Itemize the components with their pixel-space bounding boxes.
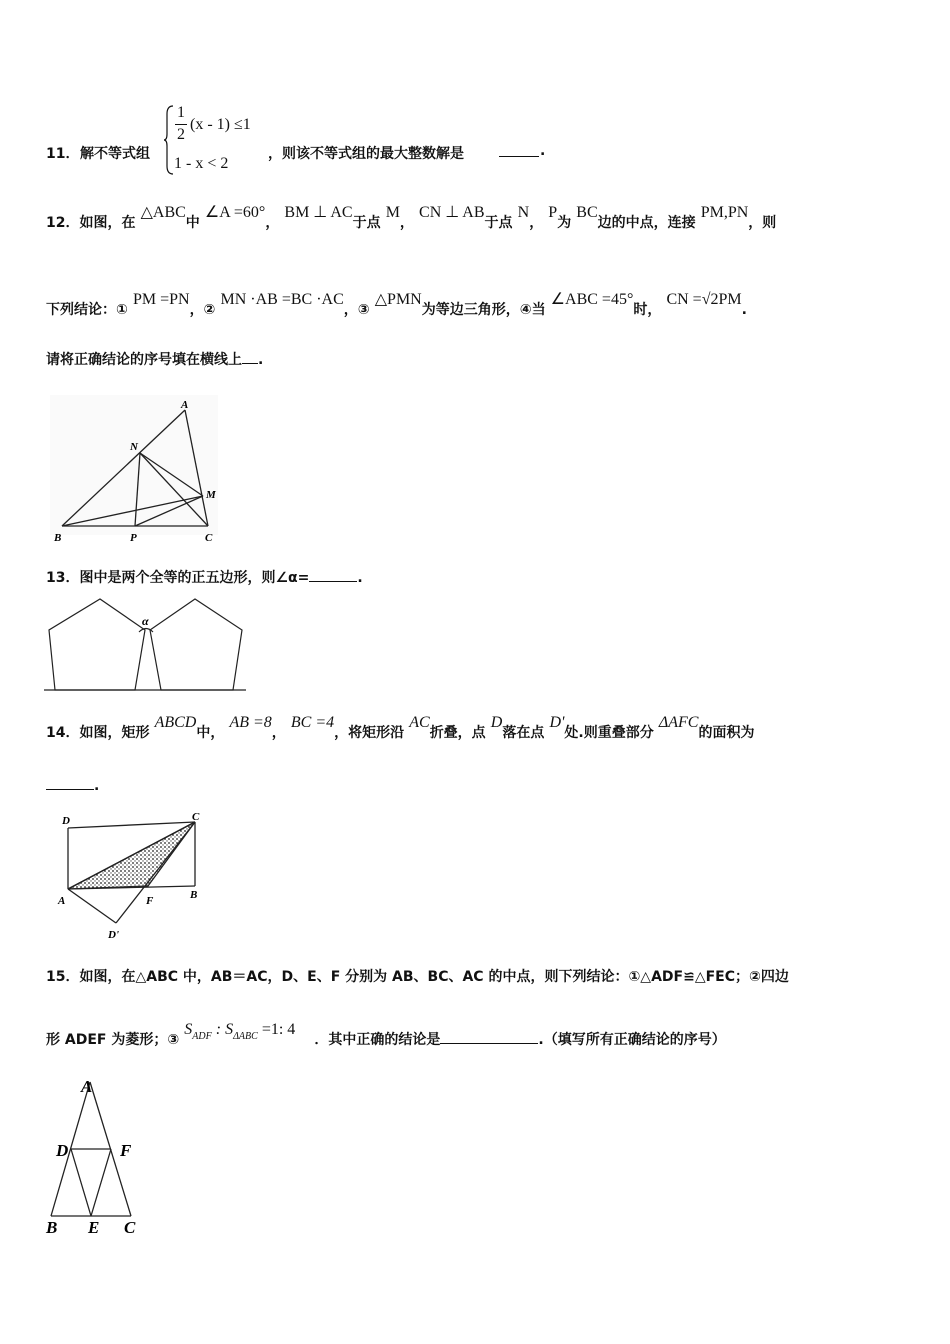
q15-math-colon: :: [211, 1021, 226, 1038]
q12-figure: [50, 395, 230, 547]
q12-line-1: [46, 204, 777, 232]
q14-label-f: F: [146, 895, 154, 907]
q13-text: 13．图中是两个全等的正五边形，则∠α=: [46, 570, 310, 586]
q11-frac-num: 1: [177, 104, 185, 121]
q12-label-n: N: [130, 441, 138, 453]
q15-label-f: F: [120, 1141, 132, 1160]
q15-text: 形 ADEF 为菱形；③: [46, 1032, 180, 1048]
q11-row2: 1 - x < 2: [174, 155, 229, 172]
q15-seg-fe: [91, 1149, 111, 1216]
q15-label-b: B: [46, 1218, 58, 1237]
q14-text: 如图，矩形: [79, 725, 150, 741]
q12-math-abc45: ∠ABC =45°: [550, 291, 634, 308]
q12-text: 边的中点，连接: [597, 215, 696, 231]
q12-math-cn-eq: CN =√2PM: [666, 291, 742, 308]
q15-text: ．其中正确的结论是: [314, 1032, 441, 1048]
q12-text: 请将正确结论的序号填在横线上: [46, 352, 242, 368]
q12-math-cn: CN ⊥ AB: [419, 204, 485, 221]
q13-pentagon-right: [150, 599, 242, 690]
q15-math-sub-adf: ADF: [192, 1031, 212, 1042]
q13-answer-blank[interactable]: [309, 569, 357, 582]
q14-text: ，: [271, 725, 286, 741]
q14-math-bc: BC =4: [290, 714, 335, 731]
q14-math-ac: AC: [409, 714, 430, 731]
q12-label-b: B: [54, 532, 62, 544]
q12-label-c: C: [205, 532, 213, 544]
q11-prefix: 解不等式组: [80, 146, 150, 162]
q14-end: .: [94, 778, 100, 794]
q15-label-e: E: [88, 1218, 100, 1237]
q11-end: .: [540, 143, 546, 159]
q12-math-p: P: [548, 204, 558, 221]
q12-line-2: [46, 291, 747, 319]
q11-frac-den: 2: [177, 126, 185, 143]
q12-text: .: [258, 352, 264, 368]
q11-frac-bar: [175, 124, 187, 125]
q15-seg-de: [71, 1149, 91, 1216]
q12-text: 中: [185, 215, 200, 231]
q11-suffix: ，则该不等式组的最大整数解是: [268, 146, 464, 162]
q15-math-ratio: =1: 4: [257, 1021, 296, 1038]
q11-row1-rest: (x - 1) ≤1: [190, 116, 251, 133]
q14-label-b: B: [190, 889, 198, 901]
q15-label-d: D: [56, 1141, 69, 1160]
q12-text: 如图，在: [79, 215, 136, 231]
q15-figure: [44, 1074, 154, 1238]
q12-text: 于点: [352, 215, 381, 231]
q14-figure: [56, 806, 216, 946]
q15-answer-blank[interactable]: [440, 1031, 538, 1044]
q15-math-s-abc: S: [225, 1021, 234, 1038]
q12-line-3: [46, 349, 263, 369]
q12-math-n: N: [517, 204, 530, 221]
q12-text: 为等边三角形，④当: [421, 302, 546, 318]
q12-math-bc: BC: [576, 204, 598, 221]
q13-line: [46, 567, 363, 587]
q12-text: ，: [265, 215, 280, 231]
q14-answer-blank[interactable]: [46, 777, 94, 790]
q12-text: 时，: [633, 302, 662, 318]
q12-math-triangle: △ABC: [140, 204, 186, 221]
q11-answer-blank[interactable]: [499, 144, 539, 157]
q12-label-m: M: [206, 489, 216, 501]
q15-math-sub-abc: ΔABC: [233, 1031, 258, 1042]
q12-text: 下列结论：①: [46, 302, 128, 318]
q14-text: 处.则重叠部分: [564, 725, 654, 741]
q12-math-m: M: [385, 204, 400, 221]
q14-label-d: D: [62, 815, 70, 827]
q15-math-s-adf: S: [184, 1021, 193, 1038]
q12-text: ，: [399, 215, 414, 231]
q13-figure: [44, 594, 250, 694]
q11-number: 11．: [46, 146, 80, 162]
q14-math-afc: ΔAFC: [658, 714, 699, 731]
q12-text: ，②: [189, 302, 216, 318]
q14-math-abcd: ABCD: [154, 714, 197, 731]
q12-math-pmn: △PMN: [374, 291, 422, 308]
q12-text: ，则: [748, 215, 777, 231]
q14-text: 折叠，点: [429, 725, 486, 741]
q12-math-bm: BM ⊥ AC: [284, 204, 353, 221]
q12-label-a: A: [181, 399, 189, 411]
q12-text: .: [741, 302, 747, 318]
q12-answer-blank[interactable]: [242, 351, 258, 364]
q14-math-d: D: [490, 714, 503, 731]
q14-math-dprime: D': [549, 714, 565, 731]
q14-text: 中，: [196, 725, 225, 741]
q12-number: 12．: [46, 215, 80, 231]
q14-text: ，将矩形沿: [334, 725, 405, 741]
q12-label-p: P: [130, 532, 137, 544]
q14-text: 落在点: [502, 725, 545, 741]
q15-line-2: [46, 1021, 726, 1049]
q13-alpha-label: α: [142, 614, 149, 628]
q14-side-dc: [68, 822, 195, 828]
q14-label-d-prime: D': [108, 929, 119, 941]
q12-math-pm-pn: PM =PN: [132, 291, 190, 308]
q15-text: .（填写所有正确结论的序号）: [538, 1032, 726, 1048]
q12-math-pmpn: PM,PN: [700, 204, 749, 221]
q14-label-c: C: [192, 811, 200, 823]
q12-text: ，③: [343, 302, 370, 318]
q15-label-a: A: [81, 1077, 93, 1096]
q12-text: 为: [557, 215, 572, 231]
q14-math-ab: AB =8: [229, 714, 272, 731]
q13-end: .: [357, 570, 363, 586]
q14-seg-ad-prime: [68, 889, 116, 923]
q12-math-product: MN ·AB =BC ·AC: [220, 291, 344, 308]
q14-number: 14．: [46, 725, 80, 741]
q15-line-1: 15．如图，在△ABC 中，AB＝AC，D、E、F 分别为 AB、BC、AC 的中点，则下列结论：①△ADF≌△FEC；②四边: [46, 969, 789, 985]
q14-label-a: A: [58, 895, 66, 907]
q12-math-angle: ∠A =60°: [204, 204, 266, 221]
q13-pentagon-left: [49, 599, 145, 690]
q12-text: 于点: [484, 215, 513, 231]
q15-label-c: C: [124, 1218, 136, 1237]
q12-text: ，: [529, 215, 544, 231]
q14-line-1: [46, 714, 755, 742]
q14-line-2: [46, 775, 99, 794]
q14-text: 的面积为: [698, 725, 755, 741]
